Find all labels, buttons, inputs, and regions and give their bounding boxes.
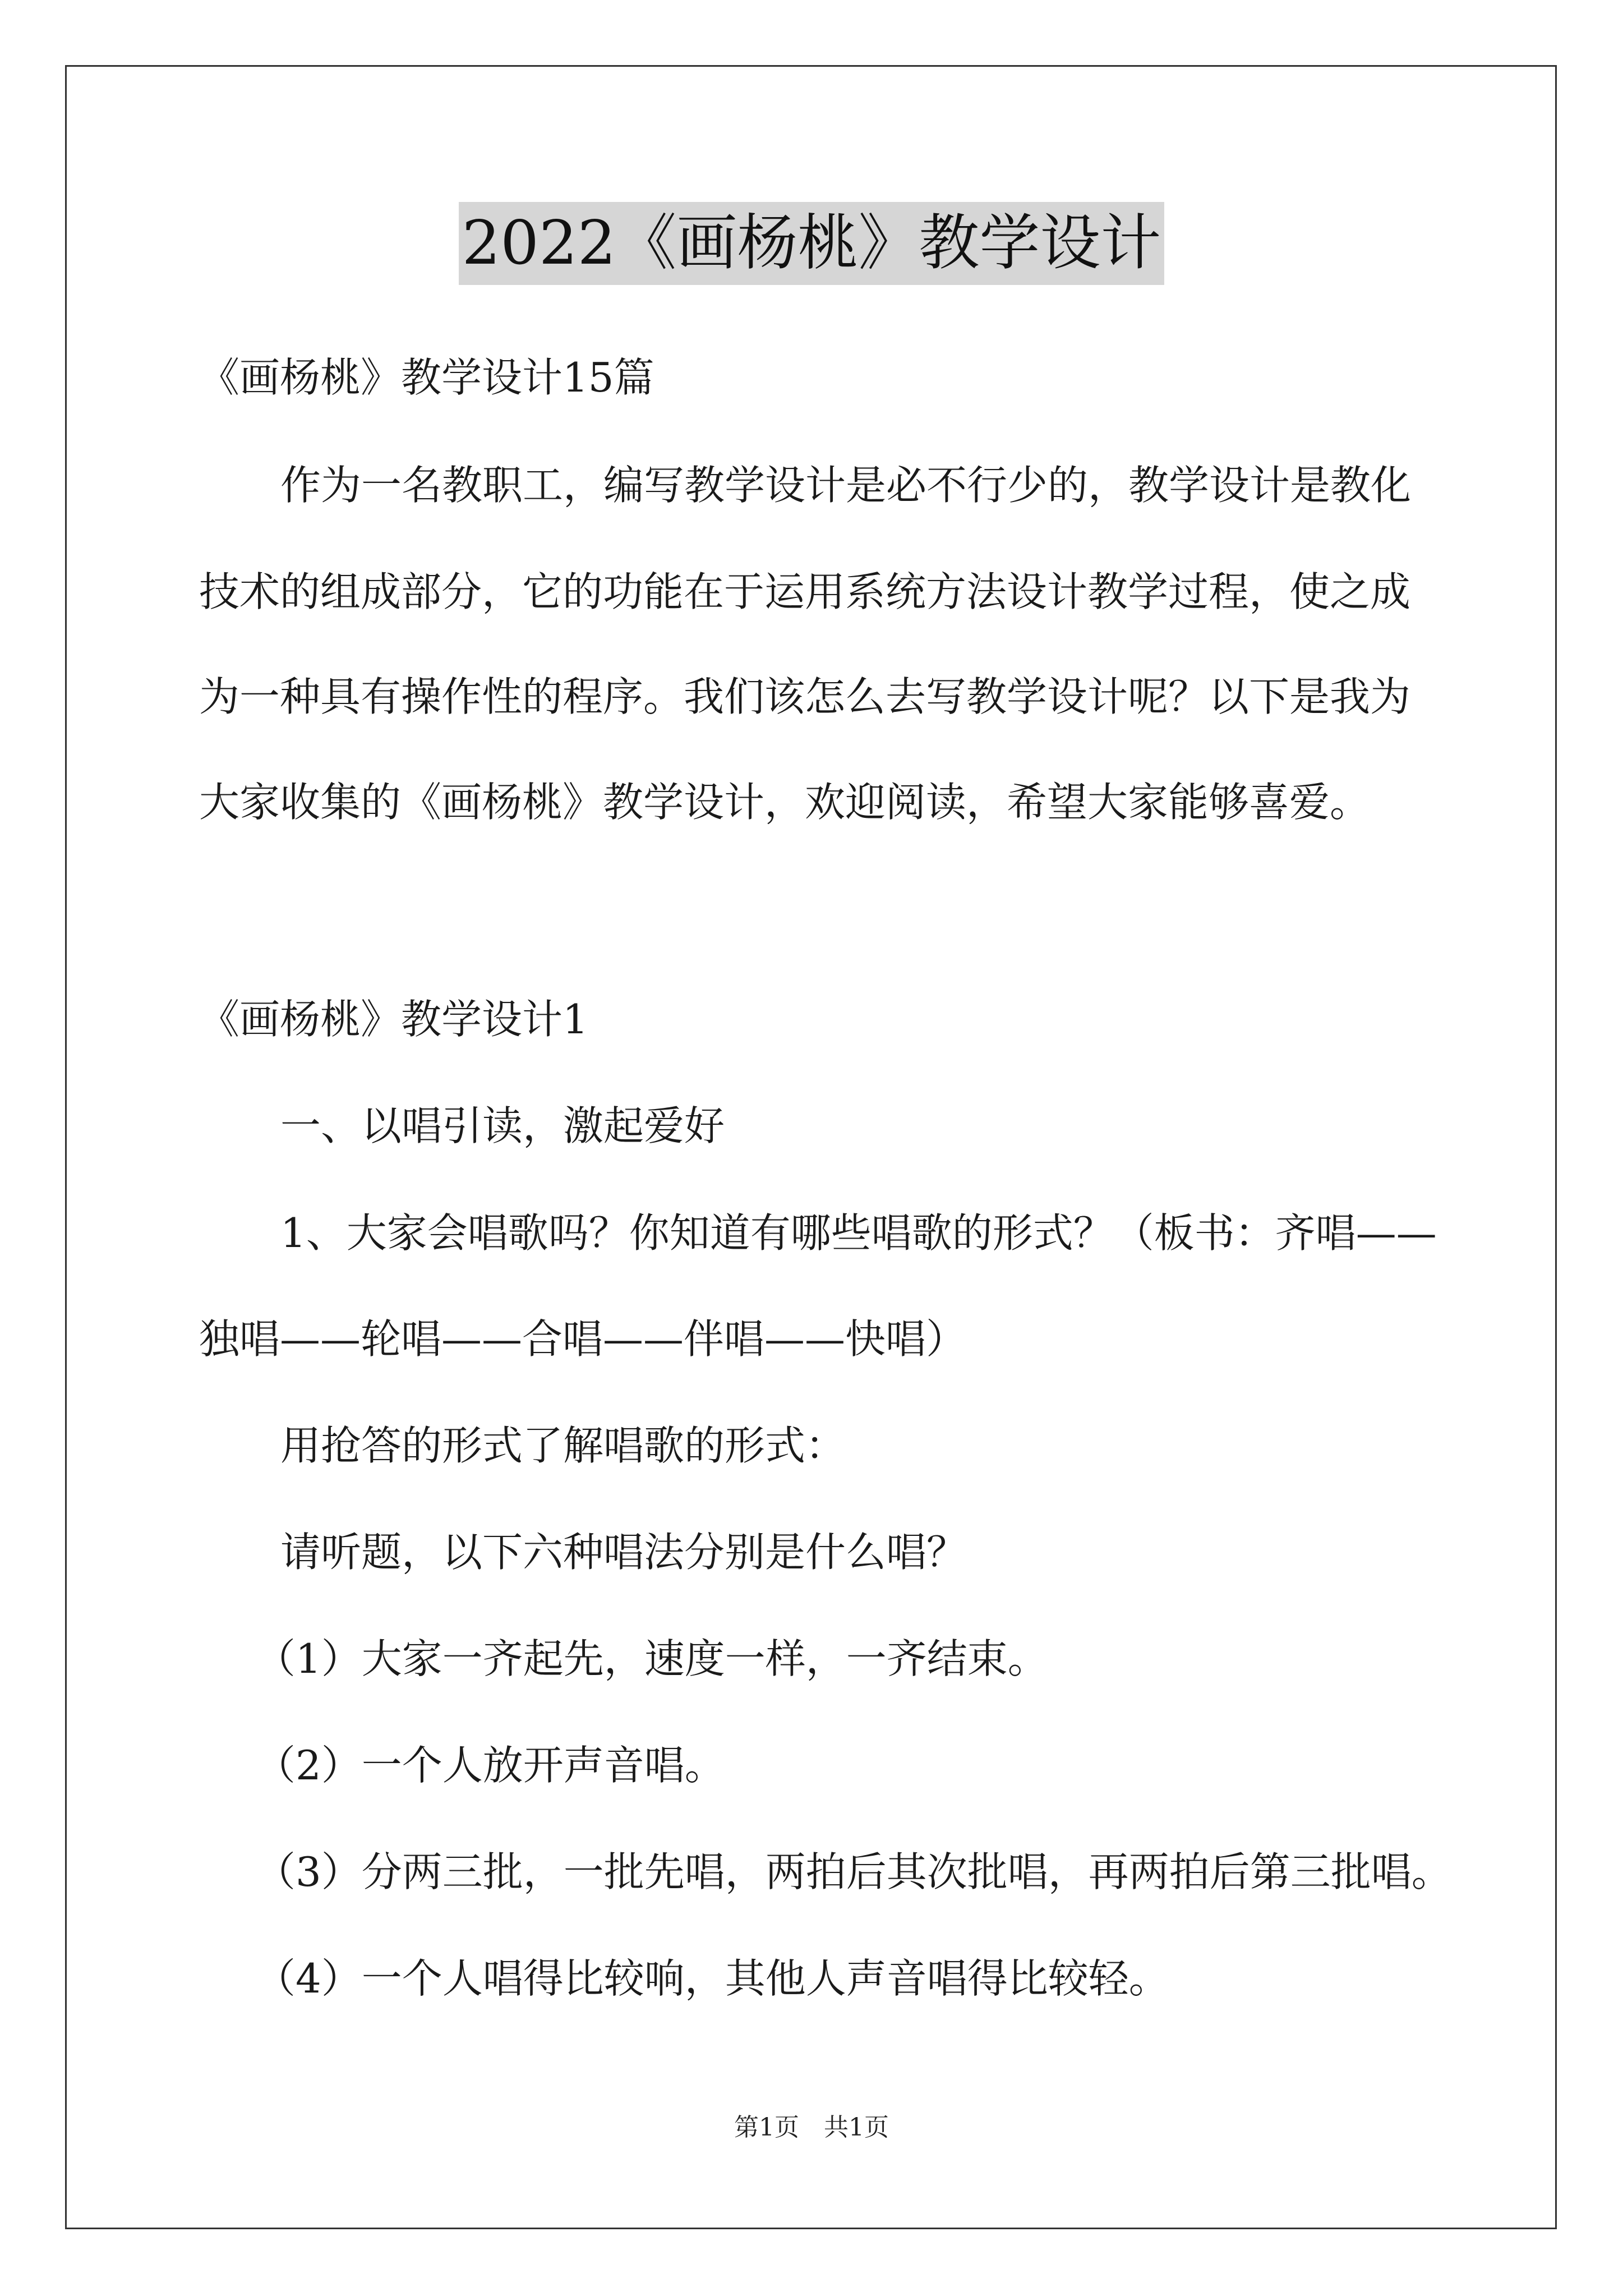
- intro-line-3: 为一种具有操作性的程序。我们该怎么去写教学设计呢？以下是我为: [199, 673, 1411, 720]
- question-line-1: 1、大家会唱歌吗？你知道有哪些唱歌的形式？（板书：齐唱——: [280, 1209, 1437, 1257]
- subtitle: 《画杨桃》教学设计15篇: [199, 354, 654, 401]
- intro-line-1: 作为一名教职工，编写教学设计是必不行少的，教学设计是教化: [280, 462, 1412, 509]
- paragraph-2: 请听题，以下六种唱法分别是什么唱？: [280, 1529, 967, 1576]
- page-footer: 第1页 共1页: [734, 2113, 889, 2142]
- title-container: [0, 202, 1623, 285]
- document-title: 2022《画杨桃》教学设计: [459, 202, 1165, 285]
- part-heading: 一、以唱引读，激起爱好: [280, 1102, 725, 1149]
- intro-line-4: 大家收集的《画杨桃》教学设计，欢迎阅读，希望大家能够喜爱。: [199, 779, 1371, 826]
- paragraph-1: 用抢答的形式了解唱歌的形式：: [280, 1422, 846, 1469]
- question-line-2: 独唱——轮唱——合唱——伴唱——快唱）: [199, 1315, 967, 1363]
- list-item-1: （1）大家一齐起先，速度一样，一齐结束。: [255, 1635, 1048, 1682]
- list-item-2: （2）一个人放开声音唱。: [255, 1742, 725, 1789]
- intro-line-2: 技术的组成部分，它的功能在于运用系统方法设计教学过程，使之成: [199, 568, 1411, 615]
- list-item-3: （3）分两三批，一批先唱，两拍后其次批唱，再两拍后第三批唱。: [255, 1848, 1452, 1895]
- section-heading: 《画杨桃》教学设计1: [199, 996, 588, 1043]
- list-item-4: （4）一个人唱得比较响，其他人声音唱得比较轻。: [255, 1955, 1169, 2002]
